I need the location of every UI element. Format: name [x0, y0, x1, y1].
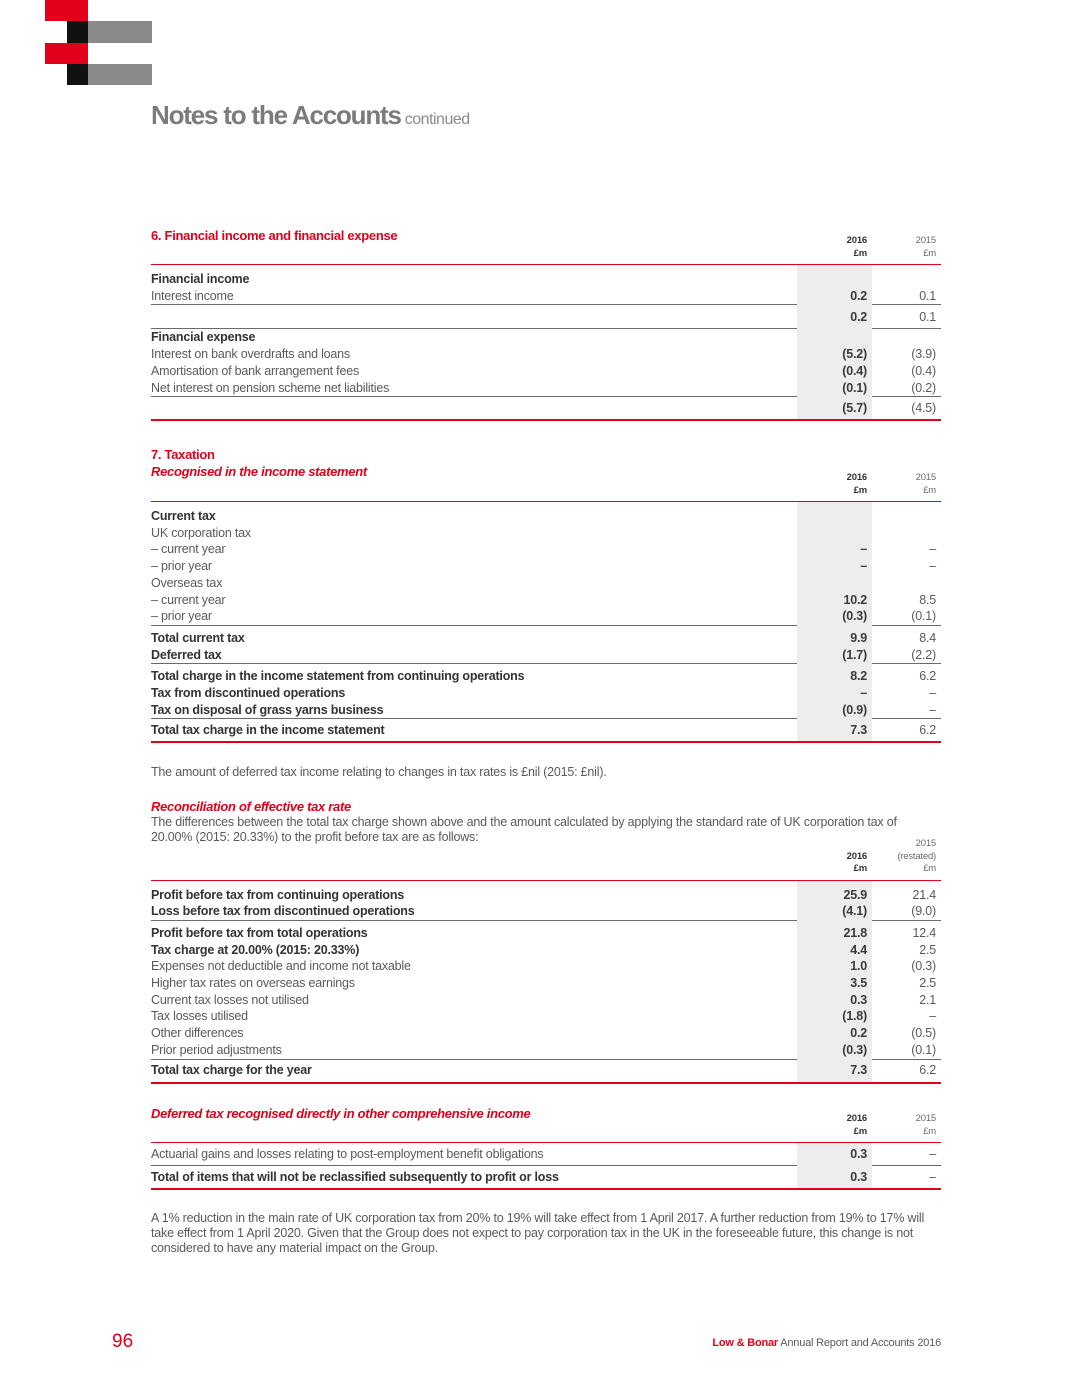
- row-label: Net interest on pension scheme net liabilities: [151, 380, 390, 395]
- value-2016: [797, 575, 872, 592]
- note-6-title: 6. Financial income and financial expense: [151, 228, 398, 243]
- value-2016: [797, 525, 872, 542]
- table-row: [151, 1008, 941, 1025]
- table-row: [151, 992, 941, 1009]
- deferred-tax-note: The amount of deferred tax income relating to changes in tax rates is £nil (2015: £nil).: [151, 765, 607, 779]
- page-number: 96: [112, 1331, 134, 1352]
- table-row: [151, 271, 941, 288]
- col-unit: £m: [923, 863, 936, 874]
- table-row: [151, 329, 941, 346]
- row-label: Tax charge at 20.00% (2015: 20.33%): [151, 942, 360, 957]
- table-row: [151, 558, 941, 575]
- col-2016: 2016: [846, 235, 867, 246]
- table-row: [151, 592, 941, 609]
- row-label: Profit before tax from continuing operations: [151, 887, 405, 902]
- company-logo: [0, 0, 160, 90]
- row-label: – current year: [151, 592, 226, 607]
- row-label: – current year: [151, 542, 226, 557]
- table-row: [151, 903, 941, 920]
- col-2015: 2015: [915, 1113, 936, 1124]
- value-2016: 3.5: [797, 975, 872, 992]
- page-title-main: Notes to the Accounts: [151, 100, 401, 130]
- value-2015: 0.1: [872, 305, 941, 329]
- oci-subtitle: Deferred tax recognised directly in other comprehensive income: [151, 1106, 531, 1121]
- row-label: Interest income: [151, 288, 234, 303]
- table-row: [151, 702, 941, 719]
- row-label: Higher tax rates on overseas earnings: [151, 976, 355, 991]
- col-2016: 2016: [846, 850, 867, 862]
- table-row: [151, 1143, 941, 1166]
- value-2015: 2.5: [919, 976, 936, 991]
- value-2015: (0.2): [911, 380, 936, 395]
- value-2015: (2.2): [911, 647, 936, 662]
- table-row: [151, 958, 941, 975]
- table-row: [151, 1025, 941, 1042]
- col-unit: £m: [923, 484, 936, 496]
- col-unit: £m: [923, 247, 936, 259]
- footer-publication: [712, 1337, 941, 1349]
- col-unit: £m: [923, 1125, 936, 1137]
- row-label: Total current tax: [151, 625, 797, 646]
- value-2016: 1.0: [797, 958, 872, 975]
- value-2016: (5.7): [797, 397, 872, 421]
- row-label: Profit before tax from total operations: [151, 920, 797, 941]
- row-label: – prior year: [151, 609, 212, 624]
- value-2016: 0.2: [797, 288, 872, 305]
- value-2016: 10.2: [797, 592, 872, 609]
- note-7-title: 7. Taxation: [151, 447, 215, 462]
- row-label: Tax losses utilised: [151, 1009, 248, 1024]
- value-2016: (0.3): [797, 608, 872, 625]
- value-2015: [872, 575, 941, 592]
- col-unit: £m: [853, 247, 867, 259]
- reconciliation-table: [151, 838, 941, 1084]
- table-row: [151, 508, 941, 525]
- value-2016: 9.9: [797, 625, 872, 646]
- value-2016: (0.4): [797, 363, 872, 380]
- table-row: [151, 1042, 941, 1059]
- value-2015: 6.2: [872, 664, 941, 685]
- value-2015: (0.5): [911, 1026, 936, 1041]
- row-label: Overseas tax: [151, 575, 223, 590]
- reconciliation-intro: The differences between the total tax charge shown above and the amount calculated by applying the standard rate of UK corporation tax of 20.00% (2015: 20.33%) to the profit before tax are as follows:: [151, 815, 897, 844]
- value-2015: –: [872, 1166, 941, 1190]
- value-2015: 21.4: [912, 887, 936, 902]
- table-row: [151, 664, 941, 685]
- value-2015: 12.4: [872, 920, 941, 941]
- value-2016: (0.1): [797, 380, 872, 397]
- table-row: [151, 363, 941, 380]
- table-row: [151, 397, 941, 421]
- row-label: Tax from discontinued operations: [151, 686, 346, 701]
- value-2016: 0.2: [797, 305, 872, 329]
- value-2015: –: [929, 1146, 936, 1161]
- value-2016: –: [797, 685, 872, 702]
- table-row: [151, 525, 941, 542]
- col-unit: £m: [853, 484, 867, 496]
- row-label: Financial income: [151, 272, 250, 286]
- col-2015: 2015: [915, 235, 936, 246]
- page-title-continued: continued: [404, 111, 470, 128]
- table-row: [151, 887, 941, 904]
- table-row: [151, 541, 941, 558]
- value-2016: 0.3: [797, 1166, 872, 1190]
- value-2016: 21.8: [797, 920, 872, 941]
- row-label: Prior period adjustments: [151, 1042, 282, 1057]
- value-2015: –: [929, 702, 936, 717]
- oci-table: [151, 1113, 941, 1190]
- value-2015: 6.2: [872, 1059, 941, 1083]
- value-2015: (4.5): [872, 397, 941, 421]
- row-label: Total of items that will not be reclassified subsequently to profit or loss: [151, 1166, 797, 1190]
- value-2015: [872, 525, 941, 542]
- table-row: [151, 305, 941, 329]
- row-label: Other differences: [151, 1026, 244, 1041]
- table-row: [151, 608, 941, 625]
- income-statement-tax-table: [151, 472, 941, 743]
- value-2016: 0.2: [797, 1025, 872, 1042]
- value-2015: (0.1): [911, 1042, 936, 1057]
- table-row: [151, 1059, 941, 1083]
- row-label: Current tax losses not utilised: [151, 992, 309, 1007]
- value-2015: 0.1: [919, 288, 936, 303]
- value-2016: 7.3: [797, 1059, 872, 1083]
- row-label: Financial expense: [151, 329, 797, 346]
- value-2016: 25.9: [797, 887, 872, 904]
- col-restated: (restated): [897, 850, 936, 862]
- table-row: [151, 719, 941, 743]
- footer-title: Annual Report and Accounts 2016: [777, 1337, 941, 1349]
- income-statement-subtitle: Recognised in the income statement: [151, 464, 367, 479]
- row-label: Loss before tax from discontinued operations: [151, 904, 415, 919]
- value-2015: (0.3): [911, 959, 936, 974]
- col-2016: 2016: [846, 472, 867, 483]
- table-row: [151, 575, 941, 592]
- table-row: [151, 920, 941, 941]
- value-2016: –: [797, 558, 872, 575]
- col-2015: 2015: [915, 838, 936, 849]
- value-2015: 2.1: [919, 992, 936, 1007]
- col-unit: £m: [853, 1125, 867, 1137]
- value-2015: 6.2: [872, 719, 941, 743]
- row-label: Total tax charge in the income statement: [151, 719, 797, 743]
- row-label: UK corporation tax: [151, 525, 251, 540]
- value-2015: (9.0): [911, 904, 936, 919]
- value-2015: 8.4: [872, 625, 941, 646]
- table-row: [151, 288, 941, 305]
- value-2015: (0.4): [911, 363, 936, 378]
- value-2016: (5.2): [797, 346, 872, 363]
- table-row: [151, 975, 941, 992]
- reconciliation-subtitle: Reconciliation of effective tax rate: [151, 799, 351, 814]
- page-title: [151, 100, 470, 131]
- table-header: [151, 472, 941, 502]
- closing-note: A 1% reduction in the main rate of UK corporation tax from 20% to 19% will take effect from 1 April 2017. A further reduction from 19% to 17% will take effect from 1 April 2020. Given that the Group does not expect to pay corporation tax in the UK in the foreseeable future, this change is not considered to have any material impact on the Group.: [151, 1211, 925, 1255]
- value-2016: 0.3: [797, 1143, 872, 1166]
- value-2016: 7.3: [797, 719, 872, 743]
- value-2015: –: [929, 559, 936, 574]
- value-2015: 2.5: [919, 942, 936, 957]
- value-2016: (0.3): [797, 1042, 872, 1059]
- table-header: [151, 838, 941, 880]
- row-label: Tax on disposal of grass yarns business: [151, 702, 384, 717]
- row-label: – prior year: [151, 559, 212, 574]
- value-2016: (4.1): [797, 903, 872, 920]
- value-2016: 4.4: [797, 942, 872, 959]
- row-label: Amortisation of bank arrangement fees: [151, 363, 359, 378]
- row-label: Total tax charge for the year: [151, 1059, 797, 1083]
- value-2016: 0.3: [797, 992, 872, 1009]
- table-row: [151, 647, 941, 664]
- value-2016: 8.2: [797, 664, 872, 685]
- value-2016: (1.8): [797, 1008, 872, 1025]
- value-2015: (3.9): [911, 347, 936, 362]
- table-row: [151, 346, 941, 363]
- value-2016: (1.7): [797, 647, 872, 664]
- row-label: Actuarial gains and losses relating to post-employment benefit obligations: [151, 1146, 544, 1161]
- row-label: Interest on bank overdrafts and loans: [151, 347, 350, 362]
- value-2016: –: [797, 541, 872, 558]
- value-2015: 8.5: [919, 592, 936, 607]
- table-header: [151, 1113, 941, 1143]
- col-unit: £m: [853, 863, 867, 874]
- row-label: Expenses not deductible and income not taxable: [151, 959, 411, 974]
- table-row: [151, 942, 941, 959]
- row-label: Deferred tax: [151, 647, 222, 662]
- col-2015: 2015: [915, 472, 936, 483]
- col-2016: 2016: [846, 1113, 867, 1124]
- value-2015: –: [929, 542, 936, 557]
- row-label: Current tax: [151, 509, 216, 523]
- value-2015: (0.1): [911, 609, 936, 624]
- value-2016: (0.9): [797, 702, 872, 719]
- table-row: [151, 685, 941, 702]
- row-label: Total charge in the income statement from continuing operations: [151, 664, 797, 685]
- table-row: [151, 625, 941, 646]
- table-row: [151, 380, 941, 397]
- footer-brand: Low & Bonar: [712, 1337, 778, 1349]
- financial-income-table: [151, 235, 941, 421]
- value-2015: –: [929, 1009, 936, 1024]
- value-2015: –: [929, 686, 936, 701]
- table-row: [151, 1166, 941, 1190]
- table-header: [151, 235, 941, 265]
